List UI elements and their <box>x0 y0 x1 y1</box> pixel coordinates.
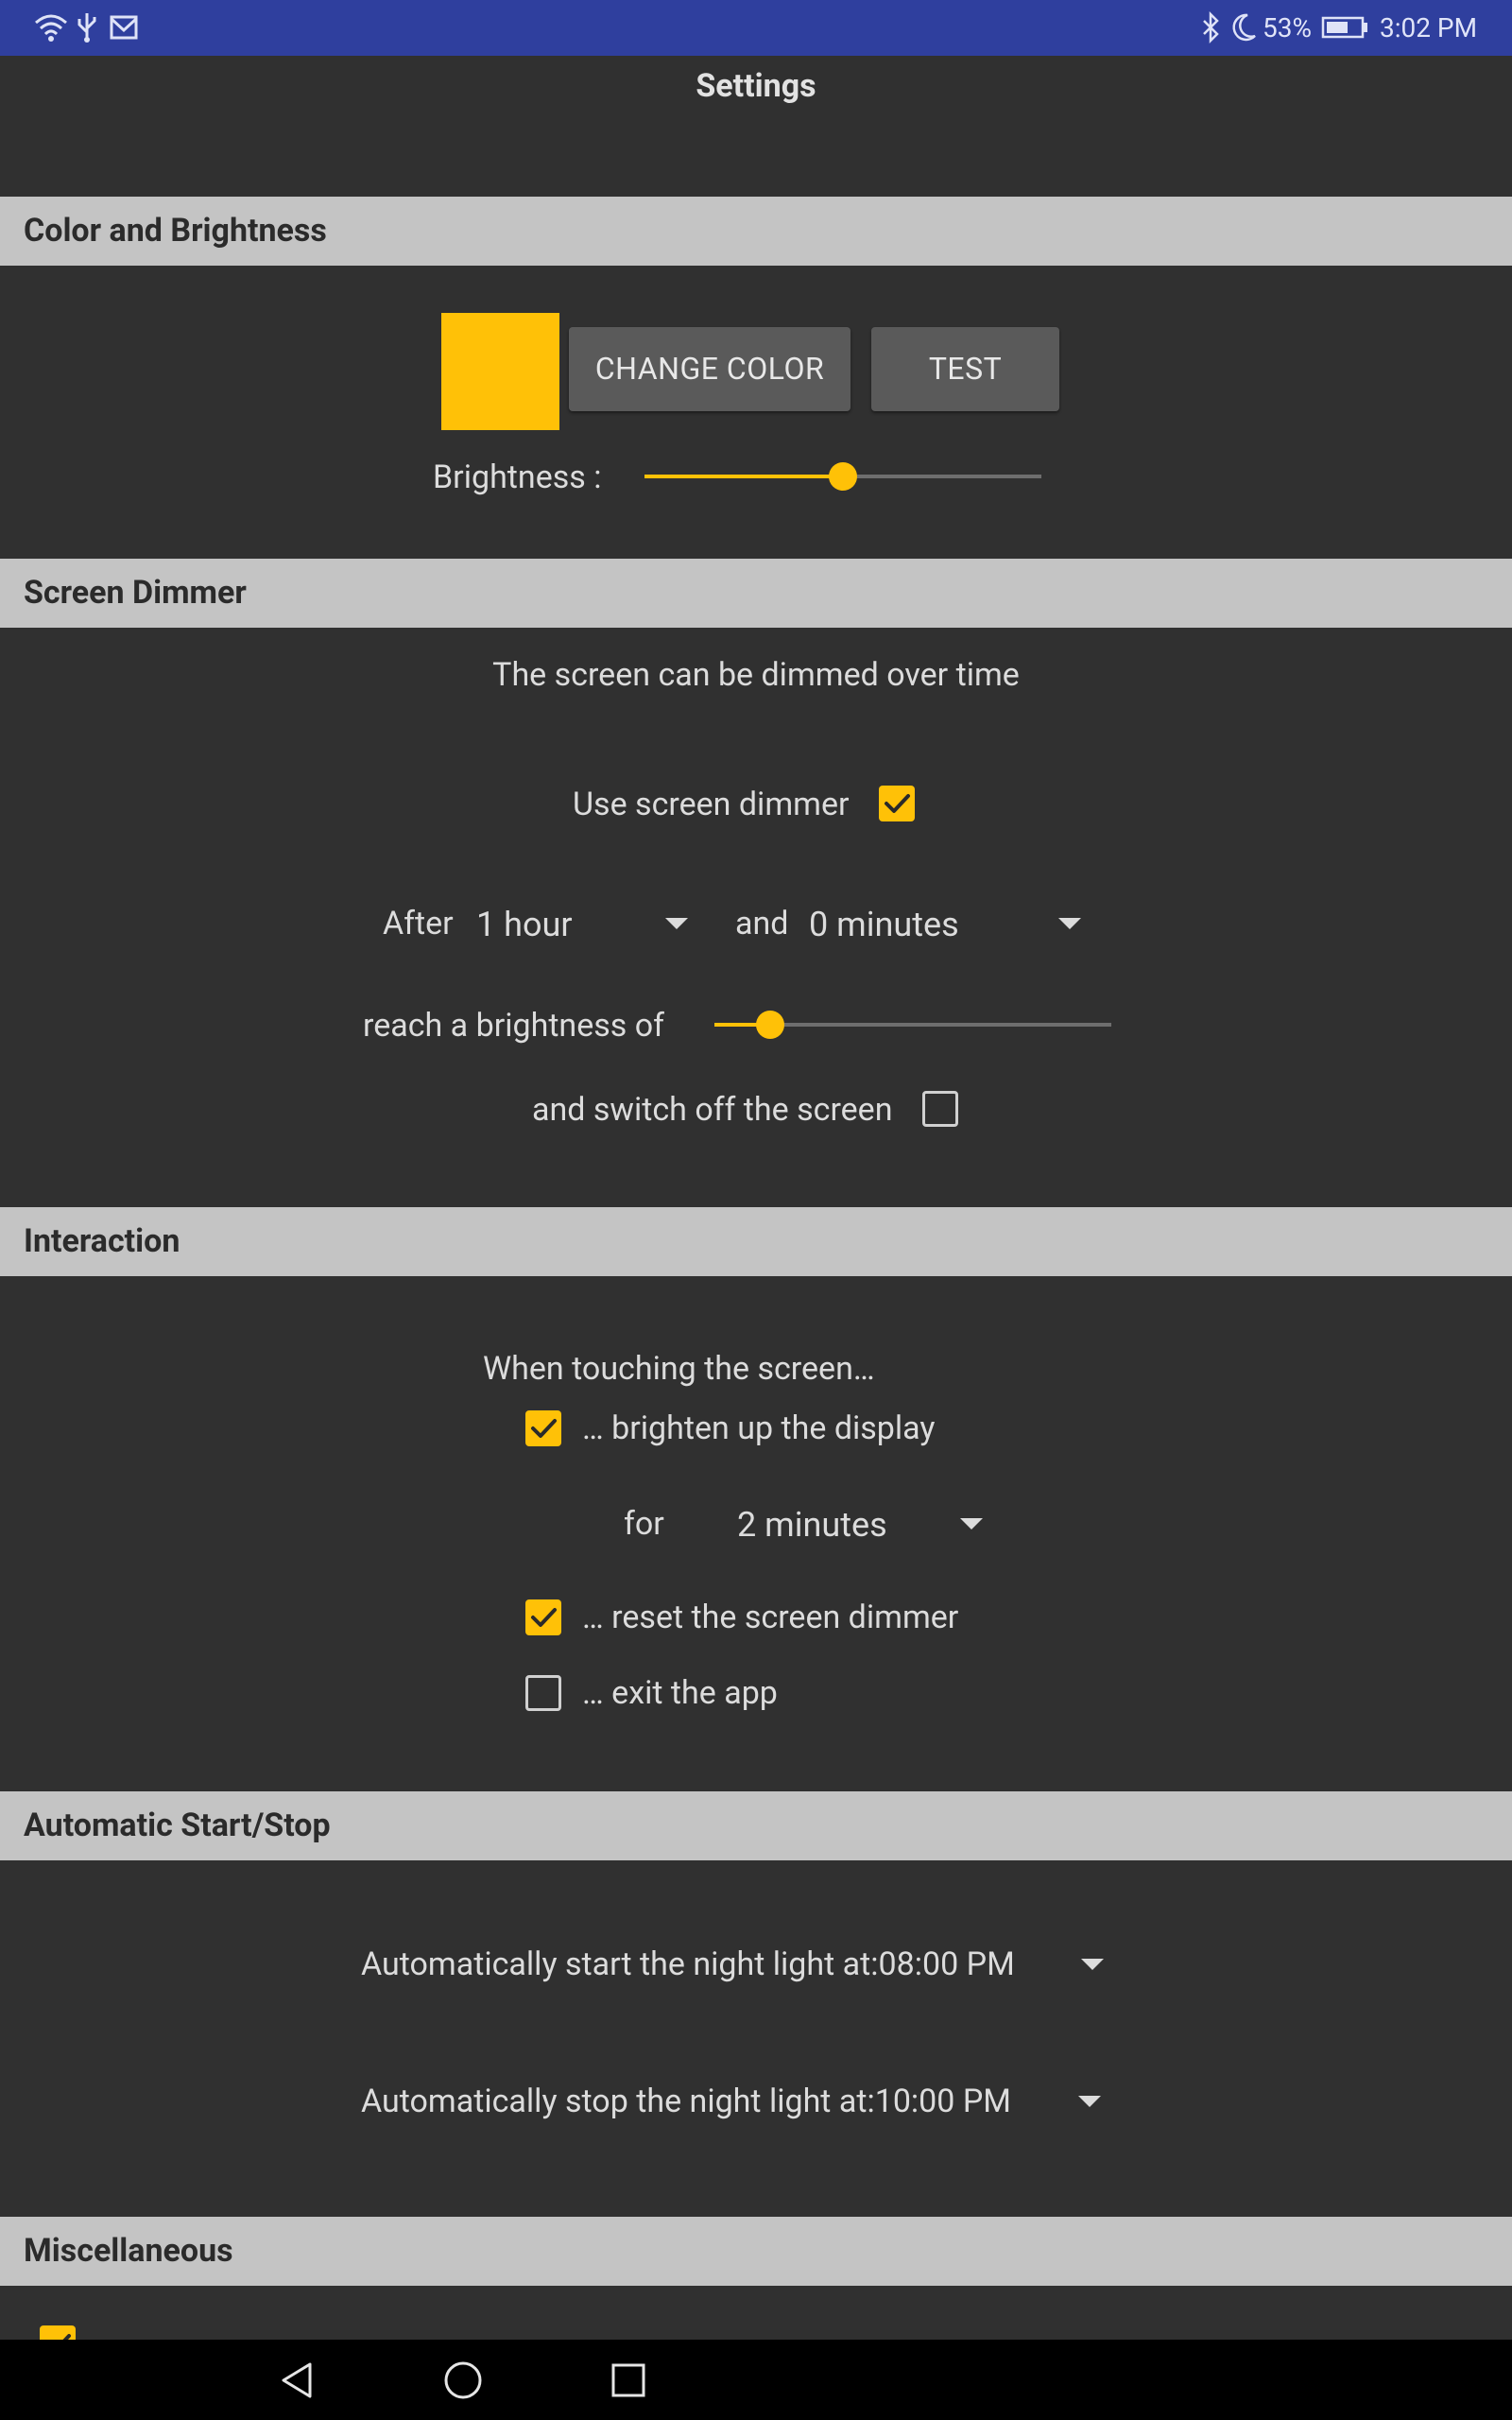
recents-icon[interactable] <box>609 2360 648 2400</box>
page-title: Settings <box>696 67 816 105</box>
brighten-duration-dropdown[interactable] <box>733 1494 998 1554</box>
reach-brightness-slider[interactable] <box>714 1011 1111 1039</box>
checkmark-icon <box>525 1410 561 1446</box>
exit-app-label: … exit the app <box>582 1674 778 1712</box>
slider-thumb[interactable] <box>756 1011 784 1039</box>
section-header-miscellaneous <box>0 2217 1512 2286</box>
brightness-slider[interactable] <box>644 462 1041 491</box>
interaction-intro: When touching the screen… <box>483 1350 875 1388</box>
use-dimmer-label: Use screen dimmer <box>573 786 850 823</box>
auto-stop-dropdown[interactable] <box>350 2075 1125 2128</box>
section-header-color-brightness <box>0 197 1512 266</box>
title-bar <box>0 56 1512 198</box>
moon-icon <box>1228 11 1257 43</box>
chevron-down-icon <box>665 918 688 929</box>
section-title: Miscellaneous <box>24 2232 233 2270</box>
hours-value: 1 hour <box>476 905 573 944</box>
dimmer-description: The screen can be dimmed over time <box>492 656 1020 694</box>
auto-start-label <box>361 1944 1015 1985</box>
wifi-icon <box>34 11 68 43</box>
bluetooth-icon <box>1200 11 1221 43</box>
hours-dropdown[interactable] <box>472 893 699 954</box>
color-swatch[interactable] <box>441 313 559 430</box>
after-label: After <box>383 905 454 942</box>
battery-percent: 53% <box>1263 12 1312 43</box>
status-bar <box>0 0 1512 56</box>
section-title: Automatic Start/Stop <box>24 1806 331 1844</box>
brighten-label: … brighten up the display <box>582 1409 936 1447</box>
auto-stop-text: Automatically stop the night light at: <box>361 2083 875 2120</box>
minutes-dropdown[interactable] <box>805 893 1089 954</box>
section-title: Screen Dimmer <box>24 574 247 612</box>
brighten-checkbox[interactable] <box>525 1410 561 1446</box>
change-color-button[interactable]: CHANGE COLOR <box>569 327 850 411</box>
slider-thumb[interactable] <box>829 462 857 491</box>
chevron-down-icon <box>1058 918 1081 929</box>
switch-off-label: and switch off the screen <box>532 1091 893 1129</box>
chevron-down-icon <box>1081 1959 1104 1970</box>
section-header-interaction <box>0 1207 1512 1276</box>
checkmark-icon <box>525 1599 561 1635</box>
brightness-label: Brightness : <box>433 458 602 496</box>
minutes-value: 0 minutes <box>809 905 959 944</box>
for-label: for <box>624 1505 664 1543</box>
chevron-down-icon <box>1078 2096 1101 2107</box>
reset-dimmer-label: … reset the screen dimmer <box>582 1599 959 1636</box>
section-title: Interaction <box>24 1222 180 1260</box>
auto-start-time: 08:00 PM <box>878 1945 1015 1983</box>
checkmark-icon <box>879 786 915 821</box>
switch-off-checkbox[interactable] <box>922 1091 958 1127</box>
section-header-screen-dimmer <box>0 559 1512 628</box>
reset-dimmer-checkbox[interactable] <box>525 1599 561 1635</box>
use-dimmer-checkbox[interactable] <box>879 786 915 821</box>
home-icon[interactable] <box>443 2360 483 2400</box>
usb-icon <box>76 11 98 43</box>
back-icon[interactable] <box>278 2360 318 2400</box>
auto-start-dropdown[interactable] <box>350 1938 1125 1991</box>
section-title: Color and Brightness <box>24 212 327 250</box>
test-button[interactable]: TEST <box>871 327 1059 411</box>
battery-icon <box>1321 11 1370 43</box>
navigation-bar <box>0 2340 1512 2420</box>
section-header-auto-start-stop <box>0 1791 1512 1860</box>
slider-fill <box>644 475 843 478</box>
brighten-duration-value: 2 minutes <box>737 1505 887 1545</box>
clock: 3:02 PM <box>1380 12 1478 43</box>
auto-start-text: Automatically start the night light at: <box>361 1945 879 1983</box>
auto-stop-label <box>361 2081 1011 2122</box>
auto-stop-time: 10:00 PM <box>874 2083 1011 2120</box>
chevron-down-icon <box>960 1518 983 1530</box>
exit-app-checkbox[interactable] <box>525 1675 561 1711</box>
and-label: and <box>735 905 789 942</box>
mail-icon <box>110 11 138 43</box>
reach-brightness-label: reach a brightness of <box>363 1007 664 1045</box>
